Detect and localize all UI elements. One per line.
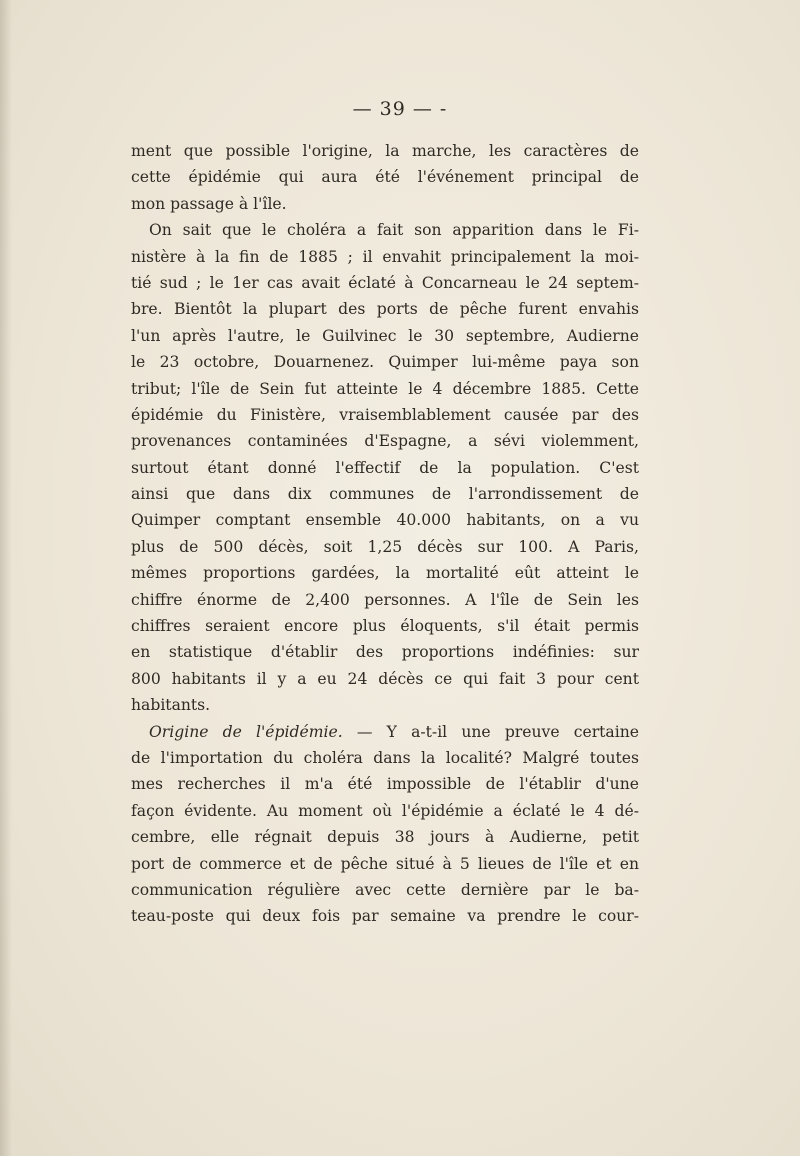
text-line: plus de 500 décès, soit 1,25 décès sur 100. A Paris, <box>131 537 639 556</box>
text-line: cette épidémie qui aura été l'événement principal de <box>131 168 639 187</box>
page-edge-shadow <box>0 0 12 1156</box>
text-line: l'un après l'autre, le Guilvinec le 30 septembre, Audierne <box>131 326 639 345</box>
text-line: en statistique d'établir des proportions indéfinies: sur <box>131 643 639 662</box>
heading-continuation: — Y a-t-il une preuve certaine <box>342 722 639 741</box>
text-line: mêmes proportions gardées, la mortalité eût atteint le <box>131 564 639 583</box>
text-line: nistère à la fin de 1885 ; il envahit principalement la moi- <box>131 247 639 266</box>
text-line: bre. Bientôt la plupart des ports de pêche furent envahis <box>131 300 639 319</box>
text-line: épidémie du Finistère, vraisemblablement causée par des <box>131 405 639 424</box>
body-text <box>131 138 639 930</box>
page-number: — 39 — - <box>352 98 448 120</box>
text-line: communication régulière avec cette dernière par le ba- <box>131 880 639 899</box>
section-heading-line <box>131 719 639 745</box>
text-line: Quimper comptant ensemble 40.000 habitants, on a vu <box>131 511 639 530</box>
text-line: chiffres seraient encore plus éloquents, s'il était permis <box>131 617 639 636</box>
text-line: ainsi que dans dix communes de l'arrondissement de <box>131 485 639 504</box>
text-line: provenances contaminées d'Espagne, a sévi violemment, <box>131 432 639 451</box>
text-line: port de commerce et de pêche situé à 5 lieues de l'île et en <box>131 854 639 873</box>
text-line: tribut; l'île de Sein fut atteinte le 4 décembre 1885. Cette <box>131 379 639 398</box>
text-line: 800 habitants il y a eu 24 décès ce qui fait 3 pour cent <box>131 669 639 688</box>
text-line: cembre, elle régnait depuis 38 jours à Audierne, petit <box>131 828 639 847</box>
text-line: habitants. <box>131 696 211 715</box>
text-line: teau-poste qui deux fois par semaine va prendre le cour- <box>131 907 639 926</box>
text-line: chiffre énorme de 2,400 personnes. A l'île de Sein les <box>131 590 639 609</box>
text-line: ment que possible l'origine, la marche, les caractères de <box>131 142 639 160</box>
text-line: façon évidente. Au moment où l'épidémie a éclaté le 4 dé- <box>131 801 639 820</box>
section-heading: Origine de l'épidémie. <box>149 722 343 741</box>
text-line: mon passage à l'île. <box>131 194 287 213</box>
text-line: On sait que le choléra a fait son apparition dans le Fi- <box>149 221 639 240</box>
text-line: mes recherches il m'a été impossible de l'établir d'une <box>131 775 639 794</box>
text-line: tié sud ; le 1er cas avait éclaté à Concarneau le 24 septem- <box>131 273 639 292</box>
text-line: surtout étant donné l'effectif de la population. C'est <box>131 458 639 477</box>
text-line: de l'importation du choléra dans la localité? Malgré toutes <box>131 748 639 767</box>
text-line: le 23 octobre, Douarnenez. Quimper lui-même paya son <box>131 353 639 372</box>
